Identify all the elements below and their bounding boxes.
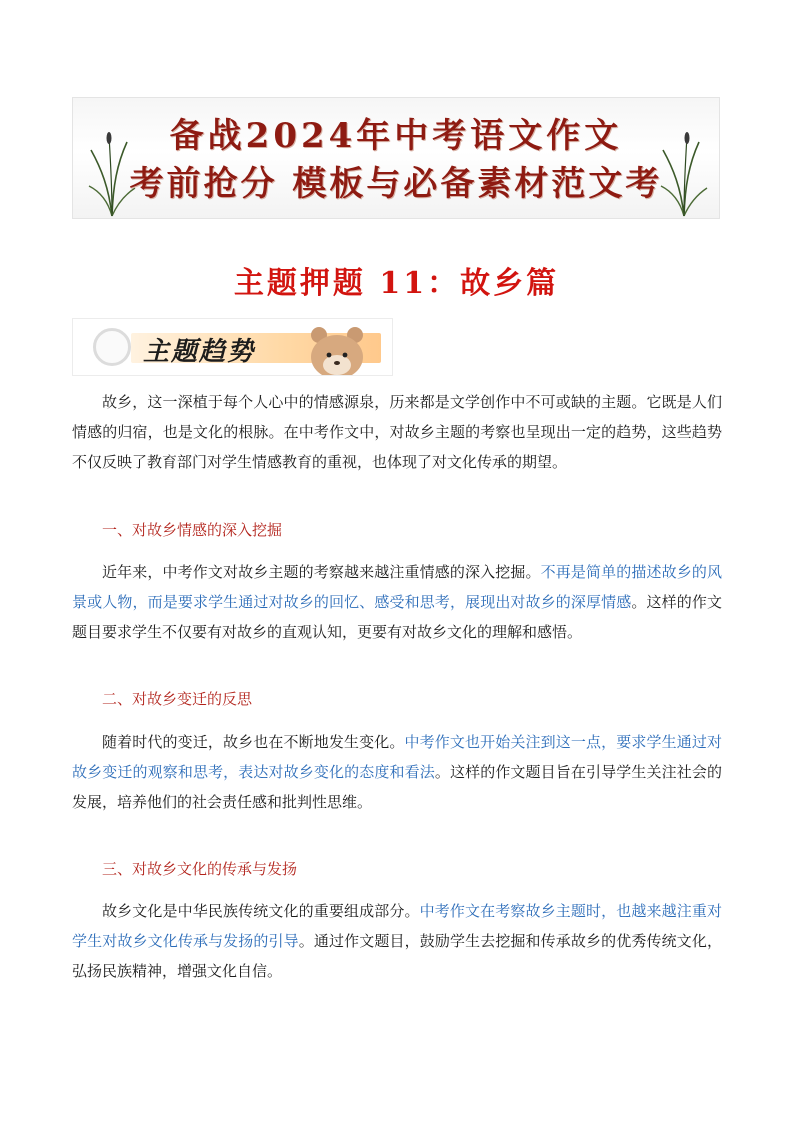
paragraph-text: 随着时代的变迁，故乡也在不断地发生变化。 xyxy=(102,733,405,751)
banner-title-line1: 备战2024年中考语文作文 xyxy=(169,116,623,156)
paragraph-text: 近年来，中考作文对故乡主题的考察越来越注重情感的深入挖掘。 xyxy=(102,563,541,581)
section-heading-2: 二、对故乡变迁的反思 xyxy=(102,690,253,708)
badge-label: 主题趋势 xyxy=(143,337,256,367)
section-paragraph-1 xyxy=(72,557,722,647)
section-heading-3: 三、对故乡文化的传承与发扬 xyxy=(102,860,298,878)
paragraph-text: 。通过作文题目，鼓励学生去挖掘和传承故乡的优秀传统文化，弘扬民族精神，增强文化自信。 xyxy=(72,932,722,980)
header-banner xyxy=(72,97,720,219)
bear-mascot-icon xyxy=(305,323,371,376)
section-badge xyxy=(72,318,393,376)
grass-decoration-icon xyxy=(659,128,709,218)
section-paragraph-2 xyxy=(72,727,722,817)
banner-title-line2: 考前抢分 模板与必备素材范文考 xyxy=(129,164,663,204)
page-title: 主题押题 11：故乡篇 xyxy=(233,266,560,301)
paragraph-text: 。这样的作文题目旨在引导学生关注社会的发展，培养他们的社会责任感和批判性思维。 xyxy=(72,763,722,811)
intro-paragraph: 故乡，这一深植于每个人心中的情感源泉，历来都是文学创作中不可或缺的主题。它既是人们情感的归宿，也是文化的根脉。在中考作文中，对故乡主题的考察也呈现出一定的趋势，这些趋势不仅反映了教育部门对学生情感教育的重视，也体现了对文化传承的期望。 xyxy=(72,393,722,471)
badge-circle-icon xyxy=(93,328,131,366)
section-heading-1: 一、对故乡情感的深入挖掘 xyxy=(102,521,283,539)
highlight-text: 不再是简单的描述故乡的风景或人物，而是要求学生通过对故乡的回忆、感受和思考，展现出对故乡的深厚情感 xyxy=(72,563,722,611)
highlight-text: 中考作文也开始关注到这一点，要求学生通过对故乡变迁的观察和思考，表达对故乡变化的态度和看法 xyxy=(72,733,722,781)
paragraph-text: 。这样的作文题目要求学生不仅要有对故乡的直观认知，更要有对故乡文化的理解和感悟。 xyxy=(72,593,722,641)
section-paragraph-3 xyxy=(72,896,722,986)
highlight-text: 中考作文在考察故乡主题时，也越来越注重对学生对故乡文化传承与发扬的引导 xyxy=(72,902,722,950)
paragraph-text: 故乡文化是中华民族传统文化的重要组成部分。 xyxy=(102,902,420,920)
